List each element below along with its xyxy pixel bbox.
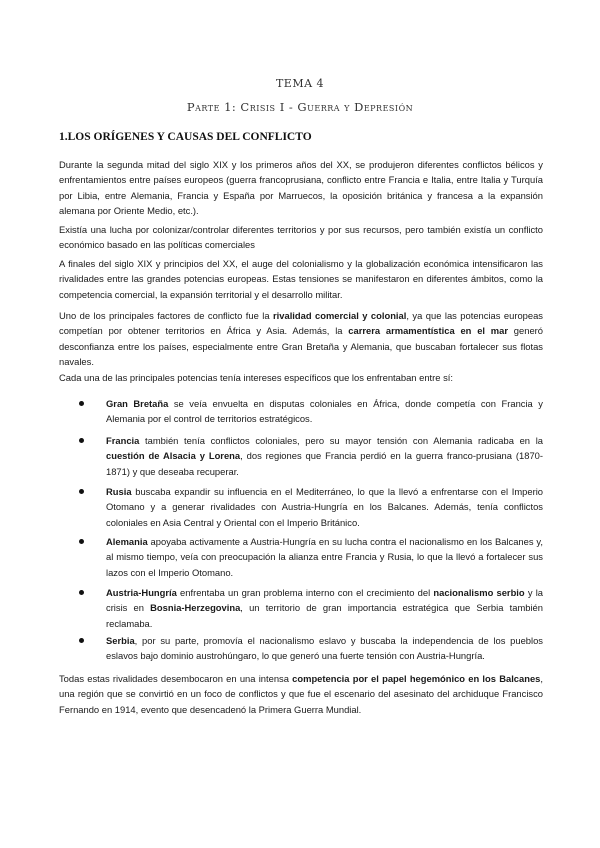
bullet-icon	[79, 539, 84, 544]
text-run: y la crisis en	[106, 587, 544, 614]
text-run: enfrentaba un gran problema interno con el crecimiento del	[176, 587, 434, 598]
bold-run: carrera armamentística en el mar	[348, 325, 509, 337]
bold-run: competencia por el papel hegemónico en los Balcanes	[292, 673, 541, 684]
bold-run: nacionalismo serbio	[433, 587, 525, 598]
paragraph-powers-intro: Cada una de las principales potencias tenía intereses específicos que los enfrentaban entre sí:	[59, 372, 453, 383]
section-heading: 1.LOS ORÍGENES Y CAUSAS DEL CONFLICTO	[59, 131, 312, 143]
text-run: se veía envuelta en disputas coloniales en África, donde competía con Francia y Alemania por el control de territorios estratégicos.	[106, 398, 543, 425]
bold-run: Francia	[106, 435, 140, 446]
paragraph-conclusion	[59, 671, 543, 717]
paragraph-factors	[59, 308, 543, 369]
text-run: Uno de los principales factores de conflicto fue la	[59, 310, 274, 321]
text-run: generó desconfianza entre los países, especialmente entre Gran Bretaña y Alemania, que buscaban fortalecer sus flotas navales.	[59, 325, 543, 367]
text-run: apoyaba activamente a Austria-Hungría en su lucha contra el nacionalismo en los Balcanes y, al mismo tiempo, veía con preocupación la alianza entre Francia y Rusia, lo que la llevó a fortalecer sus lazos con el Imperio Otomano.	[106, 536, 543, 578]
text-run: , un territorio de gran importancia estratégica que Serbia también reclamaba.	[106, 602, 543, 629]
bullet-icon	[79, 489, 84, 494]
list-item-austria-hungria	[106, 585, 543, 631]
text-run: , ya que las potencias europeas competían por obtener territorios en África y Asia. Además, la	[59, 310, 543, 337]
part-title: Parte 1: Crisis I - Guerra y Depresión	[186, 100, 414, 114]
list-item-alemania	[106, 534, 543, 580]
bold-run: Gran Bretaña	[106, 398, 169, 409]
paragraph-struggle: Existía una lucha por colonizar/controlar diferentes territorios y por sus recursos, pero también existía un conflicto económico basado en las políticas comerciales	[59, 224, 543, 251]
bold-run: Rusia	[106, 486, 132, 497]
text-run: , dos regiones que Francia perdió en la guerra franco-prusiana (1870-1871) y que deseaba recuperar.	[106, 450, 543, 477]
list-item-gran-bretana	[106, 396, 543, 427]
bold-run: Alemania	[106, 536, 148, 547]
bullet-icon	[79, 401, 84, 406]
paragraph-intro: Durante la segunda mitad del siglo XIX y los primeros años del XX, se produjeron diferentes conflictos bélicos y enfrentamientos entre países europeos (guerra francoprusiana, conflicto entre Francia e Italia, entre Italia y Turquía por Libia, entre Alemania, Francia y España por Marruecos, la oposición británica y francesa a la expansión alemana por Oriente Medio, etc.).	[59, 159, 543, 216]
bold-run: Bosnia-Herzegovina	[150, 602, 241, 614]
topic-title: TEMA 4	[275, 77, 325, 90]
text-run: Todas estas rivalidades desembocaron en una intensa	[59, 673, 293, 684]
list-item-serbia	[106, 633, 543, 664]
bullet-icon	[79, 438, 84, 443]
text-run: también tenía conflictos coloniales, pero su mayor tensión con Alemania radicaba en la	[139, 435, 543, 446]
paragraph-colonialism: A finales del siglo XIX y principios del XX, el auge del colonialismo y la globalización económica intensificaron las rivalidades entre las grandes potencias europeas. Estas tensiones se manifestaron en diferentes ámbitos, como la competencia comercial, la expansión territorial y el desarrollo militar.	[59, 258, 543, 300]
text-run: , una región que se convirtió en un foco de conflictos y que fue el escenario del asesinato del archiduque Francisco Fernando en 1914, evento que desencadenó la Primera Guerra Mundial.	[59, 673, 543, 715]
list-item-francia	[106, 433, 543, 479]
bold-run: rivalidad comercial y colonial	[273, 310, 407, 321]
bold-run: Austria-Hungría	[106, 587, 177, 598]
text-run: , por su parte, promovía el nacionalismo eslavo y buscaba la independencia de los pueblos eslavos bajo dominio austrohúngaro, lo que generó una fuerte tensión con Austria-Hungría.	[106, 635, 543, 662]
list-item-rusia	[106, 484, 543, 530]
bold-run: Serbia	[106, 635, 135, 646]
bold-run: cuestión de Alsacia y Lorena	[106, 450, 241, 462]
bullet-icon	[79, 638, 84, 643]
bullet-icon	[79, 590, 84, 595]
text-run: buscaba expandir su influencia en el Mediterráneo, lo que la llevó a enfrentarse con el Imperio Otomano y a generar rivalidades con Austria-Hungría en los Balcanes. Además, tenía conflictos coloniales en Asia Central y Oriental con el Imperio Británico.	[106, 486, 543, 528]
